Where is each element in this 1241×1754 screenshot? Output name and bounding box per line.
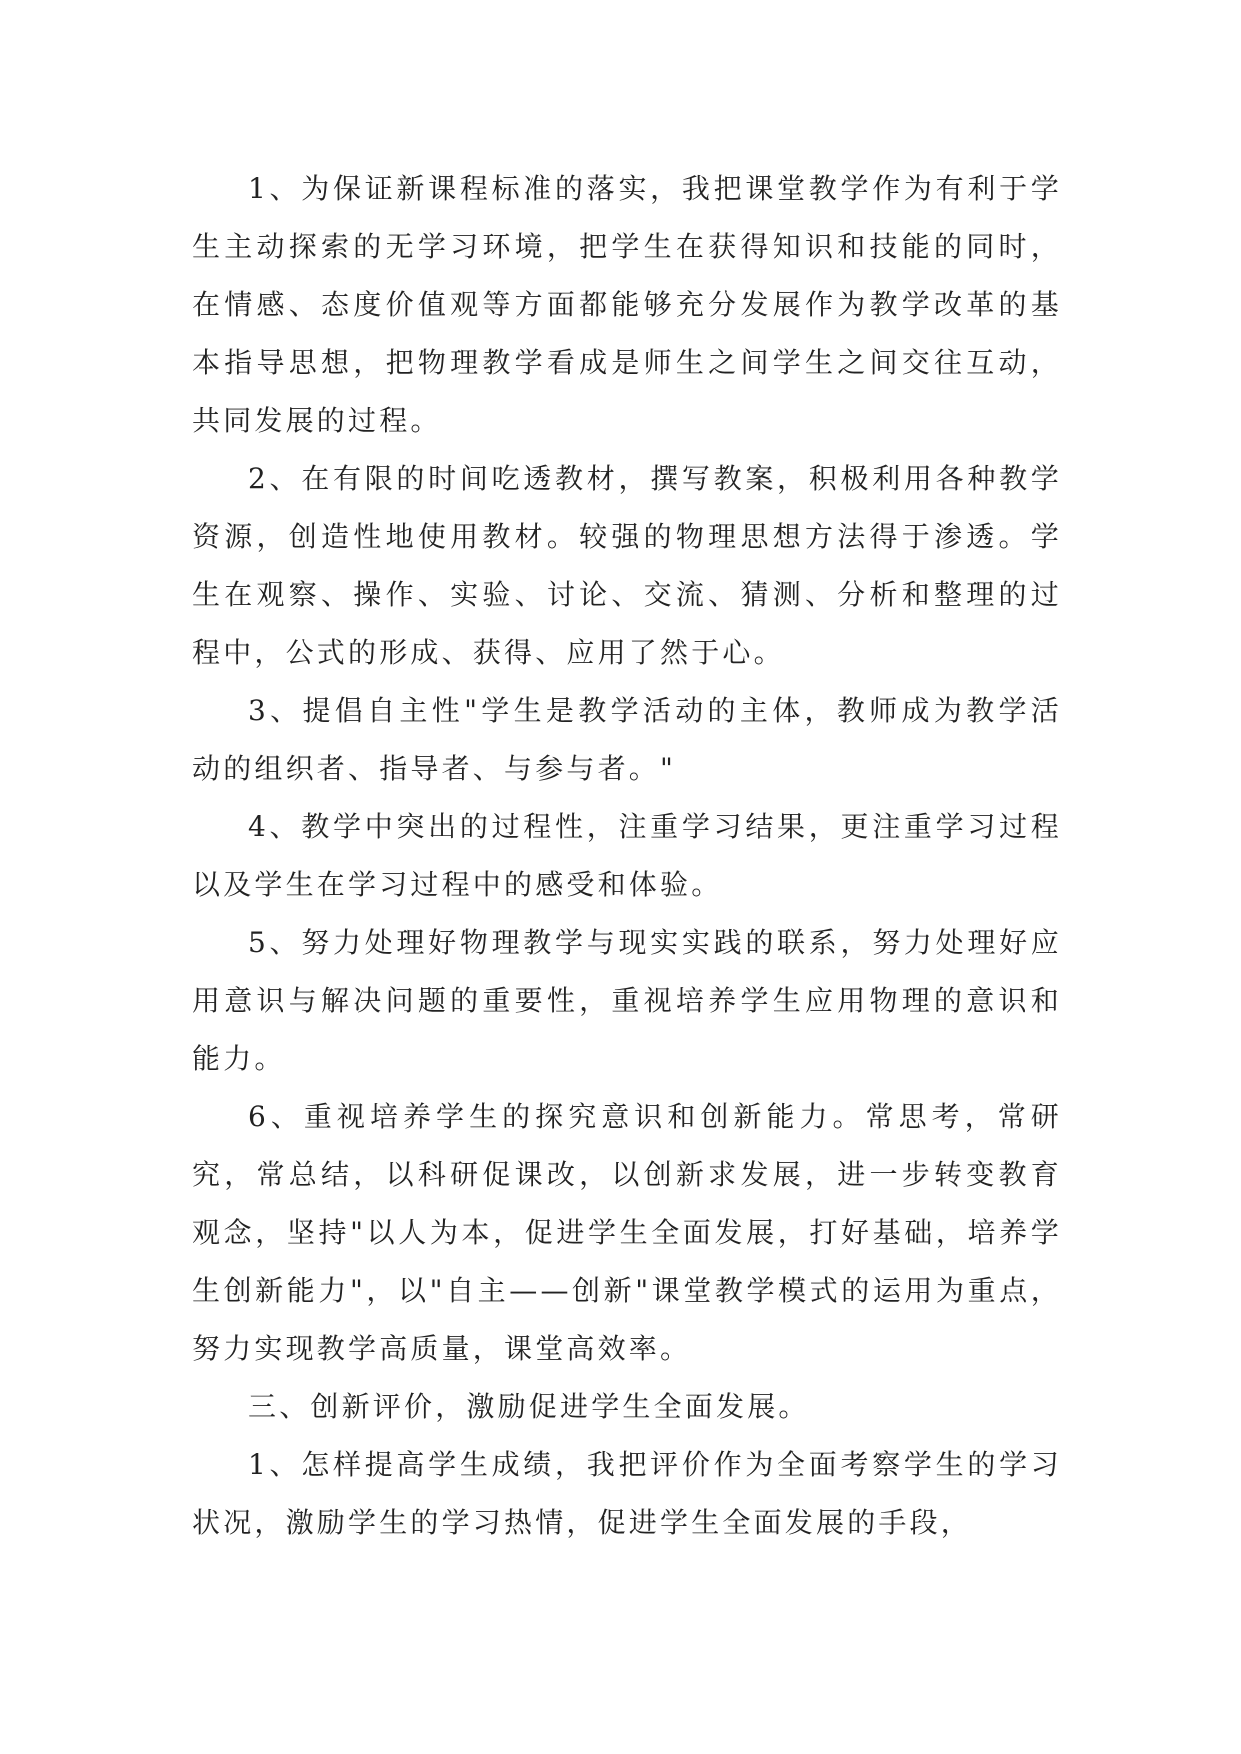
paragraph-7: 1、怎样提高学生成绩，我把评价作为全面考察学生的学习状况，激励学生的学习热情，促进学生全面发展的手段， xyxy=(192,1448,1062,1539)
paragraph-4: 4、教学中突出的过程性，注重学习结果，更注重学习过程以及学生在学习过程中的感受和体验。 xyxy=(192,810,1062,901)
section-heading: 三、创新评价，激励促进学生全面发展。 xyxy=(248,1390,810,1423)
paragraph-1: 1、为保证新课程标准的落实，我把课堂教学作为有利于学生主动探索的无学习环境，把学生在获得知识和技能的同时，在情感、态度价值观等方面都能够充分发展作为教学改革的基本指导思想，把物理教学看成是师生之间学生之间交往互动，共同发展的过程。 xyxy=(192,172,1062,437)
paragraph-5: 5、努力处理好物理教学与现实实践的联系，努力处理好应用意识与解决问题的重要性，重视培养学生应用物理的意识和能力。 xyxy=(192,926,1062,1075)
paragraph-6: 6、重视培养学生的探究意识和创新能力。常思考，常研究，常总结，以科研促课改，以创新求发展，进一步转变教育观念，坚持"以人为本，促进学生全面发展，打好基础，培养学生创新能力"，以"自主——创新"课堂教学模式的运用为重点，努力实现教学高质量，课堂高效率。 xyxy=(192,1100,1062,1365)
paragraph-2: 2、在有限的时间吃透教材，撰写教案，积极利用各种教学资源，创造性地使用教材。较强的物理思想方法得于渗透。学生在观察、操作、实验、讨论、交流、猜测、分析和整理的过程中，公式的形成、获得、应用了然于心。 xyxy=(192,462,1062,669)
paragraph-3: 3、提倡自主性"学生是教学活动的主体，教师成为教学活动的组织者、指导者、与参与者。" xyxy=(192,694,1062,785)
document-body xyxy=(192,160,1062,1552)
